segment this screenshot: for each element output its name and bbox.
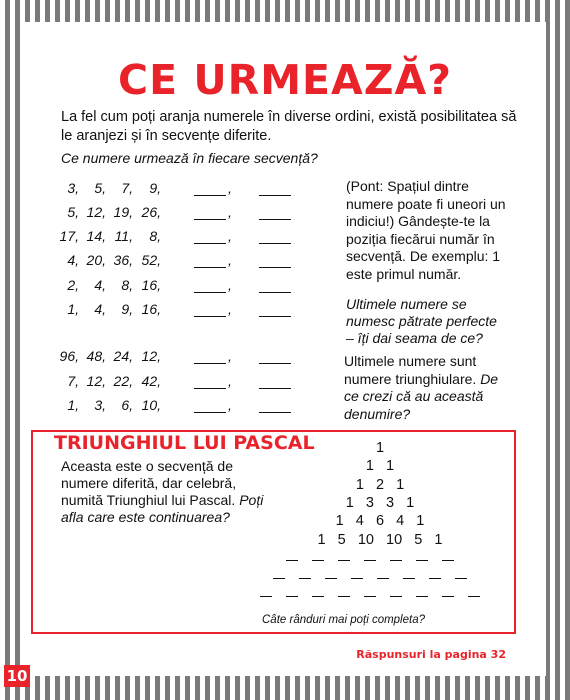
answer-blank[interactable]	[259, 399, 291, 413]
sequence-number: 1,	[67, 301, 79, 317]
hint-text: (Pont: Spațiul dintre numere poate fi uneori un indiciu!) Gândește-te la poziția fiecărui număr în secvență. De exemplu: 1 este primul număr.	[346, 178, 506, 282]
sequence-number: 9,	[149, 180, 161, 196]
blank-separator: ,	[228, 252, 232, 268]
pascal-row: 1 3 3 1	[345, 495, 415, 511]
sequence-number: 11,	[114, 228, 133, 244]
pascal-row: 1 1	[365, 458, 395, 474]
worksheet-page	[24, 22, 546, 676]
answer-blank[interactable]	[194, 350, 226, 364]
answer-blank[interactable]	[259, 279, 291, 293]
pascal-blank[interactable]	[429, 578, 441, 579]
page-number: 10	[4, 665, 30, 687]
pascal-blank[interactable]	[273, 578, 285, 579]
pascal-blank[interactable]	[260, 596, 272, 597]
answer-blank[interactable]	[259, 254, 291, 268]
sequence-number: 7,	[121, 180, 133, 196]
blank-separator: ,	[228, 204, 232, 220]
sequence-number: 12,	[86, 204, 106, 220]
pascal-blank[interactable]	[286, 596, 298, 597]
question-text: Ce numere urmează în fiecare secvență?	[61, 150, 318, 166]
pascal-text-italic: Poți afla care este continuarea?	[61, 492, 264, 525]
page-title: CE URMEAZĂ?	[117, 56, 452, 104]
pascal-blank[interactable]	[364, 560, 376, 561]
answer-blank[interactable]	[194, 182, 226, 196]
squares-note: Ultimele numere se numesc pătrate perfecte – îți dai seama de ce?	[346, 296, 497, 346]
pascal-text-plain: Aceasta este o secvență de numere diferită, dar celebră, numită Triunghiul lui Pascal.	[61, 458, 237, 508]
sequence-number: 19,	[113, 204, 133, 220]
sequence-number: 2,	[67, 277, 79, 293]
sequence-number: 14,	[86, 228, 106, 244]
answer-blank[interactable]	[259, 375, 291, 389]
pascal-blank[interactable]	[403, 578, 415, 579]
pascal-blank[interactable]	[364, 596, 376, 597]
answer-blank[interactable]	[194, 303, 226, 317]
blank-separator: ,	[228, 397, 232, 413]
sequence-number: 22,	[113, 373, 133, 389]
sequence-number: 10,	[141, 397, 161, 413]
pascal-blank[interactable]	[377, 578, 389, 579]
pascal-row: 1 5 10 10 5 1	[317, 532, 443, 548]
sequence-number: 9,	[121, 301, 133, 317]
pascal-blank[interactable]	[468, 596, 480, 597]
sequence-number: 48,	[86, 348, 106, 364]
answer-blank[interactable]	[194, 254, 226, 268]
sequence-number: 6,	[121, 397, 133, 413]
sequence-number: 96,	[59, 348, 79, 364]
sequence-number: 4,	[94, 277, 106, 293]
blank-separator: ,	[228, 348, 232, 364]
sequence-number: 3,	[67, 180, 79, 196]
intro-text: La fel cum poți aranja numerele în diverse ordini, există posibilitatea să le aranjezi și în secvențe diferite.	[61, 109, 517, 144]
answer-blank[interactable]	[259, 182, 291, 196]
pascal-blank[interactable]	[338, 596, 350, 597]
pascal-title: TRIUNGHIUL LUI PASCAL	[54, 432, 315, 454]
triangular-note-plain: Ultimele numere sunt numere triunghiulare.	[344, 353, 477, 387]
pascal-blank[interactable]	[390, 560, 402, 561]
answer-blank[interactable]	[259, 206, 291, 220]
sequence-number: 16,	[141, 301, 161, 317]
blank-separator: ,	[228, 228, 232, 244]
pascal-blank[interactable]	[416, 560, 428, 561]
triangular-note-italic: De ce crezi că au această denumire?	[344, 370, 499, 422]
pascal-row: 1	[375, 440, 385, 456]
triangular-note	[344, 353, 509, 423]
sequence-number: 42,	[141, 373, 161, 389]
pascal-blank[interactable]	[442, 560, 454, 561]
blank-separator: ,	[228, 373, 232, 389]
sequence-number: 4,	[67, 252, 79, 268]
blank-separator: ,	[228, 277, 232, 293]
sequence-number: 12,	[86, 373, 106, 389]
sequence-number: 20,	[86, 252, 106, 268]
sequence-number: 52,	[141, 252, 161, 268]
sequence-number: 12,	[141, 348, 161, 364]
pascal-text	[61, 458, 271, 526]
sequence-number: 8,	[149, 228, 161, 244]
answer-blank[interactable]	[259, 303, 291, 317]
sequence-number: 17,	[59, 228, 79, 244]
answer-blank[interactable]	[194, 206, 226, 220]
sequence-number: 4,	[94, 301, 106, 317]
answer-blank[interactable]	[194, 230, 226, 244]
sequence-number: 7,	[67, 373, 79, 389]
sequence-number: 3,	[94, 397, 106, 413]
pascal-row: 1 2 1	[355, 477, 405, 493]
blank-separator: ,	[228, 180, 232, 196]
answers-reference: Răspunsuri la pagina 32	[356, 648, 506, 661]
sequence-number: 24,	[113, 348, 133, 364]
pascal-blank[interactable]	[325, 578, 337, 579]
pascal-blank[interactable]	[286, 560, 298, 561]
pascal-blank[interactable]	[416, 596, 428, 597]
pascal-prompt: Câte rânduri mai poți completa?	[262, 614, 425, 626]
pascal-blank[interactable]	[312, 560, 324, 561]
sequence-number: 5,	[67, 204, 79, 220]
pascal-blank[interactable]	[442, 596, 454, 597]
answer-blank[interactable]	[259, 230, 291, 244]
sequence-number: 1,	[67, 397, 79, 413]
pascal-row: 1 4 6 4 1	[335, 513, 425, 529]
pascal-blank[interactable]	[299, 578, 311, 579]
pascal-blank[interactable]	[351, 578, 363, 579]
pascal-blank[interactable]	[312, 596, 324, 597]
sequence-number: 8,	[121, 277, 133, 293]
answer-blank[interactable]	[194, 279, 226, 293]
answer-blank[interactable]	[259, 350, 291, 364]
pascal-blank[interactable]	[390, 596, 402, 597]
sequence-number: 16,	[141, 277, 161, 293]
sequence-number: 5,	[94, 180, 106, 196]
answer-blank[interactable]	[194, 375, 226, 389]
pascal-blank[interactable]	[455, 578, 467, 579]
answer-blank[interactable]	[194, 399, 226, 413]
sequence-number: 36,	[113, 252, 133, 268]
pascal-blank[interactable]	[338, 560, 350, 561]
blank-separator: ,	[228, 301, 232, 317]
sequence-number: 26,	[141, 204, 161, 220]
